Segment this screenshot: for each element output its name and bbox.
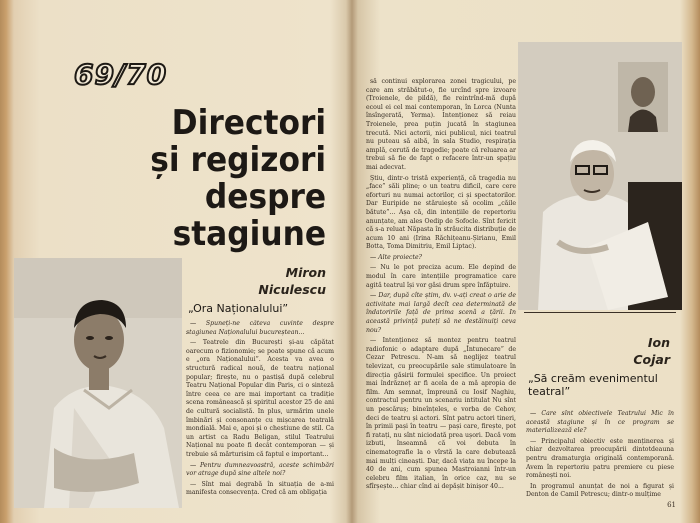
title-line: despre xyxy=(204,177,326,217)
portrait-man-with-glasses-illustration xyxy=(518,42,682,310)
text-column-left xyxy=(186,320,334,508)
article-title xyxy=(150,105,326,253)
paragraph: — Spuneți-ne câteva cuvinte despre stagiunea Naționalului bucureștean... xyxy=(186,320,334,336)
portrait-man-illustration xyxy=(14,258,182,508)
paragraph: — Dar, după cîte știm, dv. v-ați creat o arie de activitate mai largă decît cea determinată de îndatoririle față de prima scenă a țării. In această privință puteți să ne destăinuiți ceva nou? xyxy=(366,292,516,334)
paragraph: — Principalul obiectiv este menținerea și chiar dezvoltarea preocupării dintotdeauna pentru dramaturgia originală contemporană. Avem în repertoriu patru premiere cu piese românești noi. xyxy=(526,437,674,480)
paragraph: — Intenționez să montez pentru teatrul radiofonic o adaptare după „Întunecare” de Cezar Petrescu. N-am să neglijez teatrul televizat, cu preocupările sale stimulatoare în direcția găsirii formulei specifice. Un proiect mai îndrăzneț ar fi acela de a mă apropia de film. Am semnat, împreună cu Iosif Naghiu, contractul pentru un scenariu intitulat Nu sînt un pescăruș; bineînțeles, e vorba de Cehov, deci de teatru și actori. Sînt patru actori tineri, în primii pași în teatru — pași care, firește, pot fi ratați, nu sînt niciodată prea ușori. Dacă vom izbuti, înseamnă că voi debuta în cinematografie la o vîrstă la care debutează mai mulți cineaști. Dar, dacă viața nu începe la 40 de ani, cum spunea Mastroianni într-un celebru film italian, în orice caz, nu se sfîrșește... chiar cînd ai depășit binișor 40... xyxy=(366,337,516,491)
paragraph: — Teatrele din București și-au căpătat oarecum o fizionomie; se poate spune că acum e „ora Naționalului”. Acesta va avea o structură radical nouă, de teatru național popular; firește, nu o pastișă după celebrul Teatru Național Popular din Paris, ci o sinteză între ceea ce are mai important ca tradiție scena românească și spiritul acestor 25 de ani de cultură socialistă. In plus, urmărim unele îmbinări și consonanțe cu mișcarea teatrală mondială. Mai e, apoi și o chestiune de stil. Ca un artist ca Radu Beligan, stilul Teatrului Național nu poate fi decât contemporan — și trebuie să mărturisim că faptul e important... xyxy=(186,339,334,458)
author-last-name: Cojar xyxy=(633,352,670,367)
author-name-left xyxy=(258,264,326,298)
paragraph: — Nu le pot preciza acum. Ele depind de modul în care intențiile programatice care agită teatrul își vor găsi drum spre înfăptuire. xyxy=(366,264,516,289)
interview-title-left: „Ora Naționalului” xyxy=(188,302,289,315)
author-last-name: Niculescu xyxy=(258,282,326,297)
title-line: Directori xyxy=(171,103,326,143)
text-column-right-b xyxy=(526,410,674,504)
right-page xyxy=(358,10,682,515)
left-page xyxy=(14,10,344,515)
issue-label: 69/70 xyxy=(74,58,168,91)
paragraph: — Pentru dumneavoastră, aceste schimbări vor atrage după sine altele noi? xyxy=(186,461,334,478)
author-first-name: Miron xyxy=(285,265,326,280)
paragraph: In programul anunțat de noi a figurat și Denton de Camil Petrescu; dintr-o mulțime xyxy=(526,482,674,499)
paragraph: Știu, dintr-o tristă experiență, că tragedia nu „face” săli pline; o un teatru dificil, care cere eforturi nu numai actorilor, ci și spectatorilor. Dar Euripide ne stăruiește să ocolim „căile bătute”... Așa că, din intențiile de repertoriu anunțate, am ales Oedip de Sofocle. Sînt fericit că s-a reluat Năpasta în străucita distribuție de acum 10 ani (Irina Răchițeanu-Șirianu, Emil Botta, Toma Dimitriu, Emil Liptac). xyxy=(366,174,516,251)
page-number: 61 xyxy=(667,501,676,509)
interview-title-right: „Să creăm evenimentul teatral” xyxy=(528,372,658,398)
author-first-name: Ion xyxy=(647,335,670,350)
paragraph: — Care sînt obiectivele Teatrului Mic în această stagiune și în ce program se materializează ele? xyxy=(526,410,674,435)
portrait-photo-right xyxy=(518,42,682,310)
author-name-right xyxy=(633,334,670,368)
paragraph: să continui explorarea zonei tragicului, pe care am străbătut-o, fie urcînd spre izvoare (Troienele, de pildă), fie reintrînd-mă după ecoul ei cel mai contemporan, în Lorca (Nunta însîngerată, Yerma). Intenționez să reiau Troienele, prea puțin jucată în stagiunea trecută. Nici actorii, nici publicul, nici teatrul nu puteau să aibă, în sala Studio, respirația amplă, cerută de tragedie; poate că reluarea ar trebui să fie de fapt o refacere într-un spațiu mai adecvat. xyxy=(366,78,516,171)
text-column-right-a xyxy=(366,78,516,506)
title-line: și regizori xyxy=(150,140,326,180)
title-line: stagiune xyxy=(172,214,326,254)
divider-line xyxy=(524,312,676,313)
paragraph: — Alte proiecte? xyxy=(370,253,422,261)
portrait-photo-left xyxy=(14,258,182,508)
paragraph: — Sînt mai degrabă în situația de a-mi manifesta consecvența. Cred că am obligația xyxy=(186,480,334,497)
